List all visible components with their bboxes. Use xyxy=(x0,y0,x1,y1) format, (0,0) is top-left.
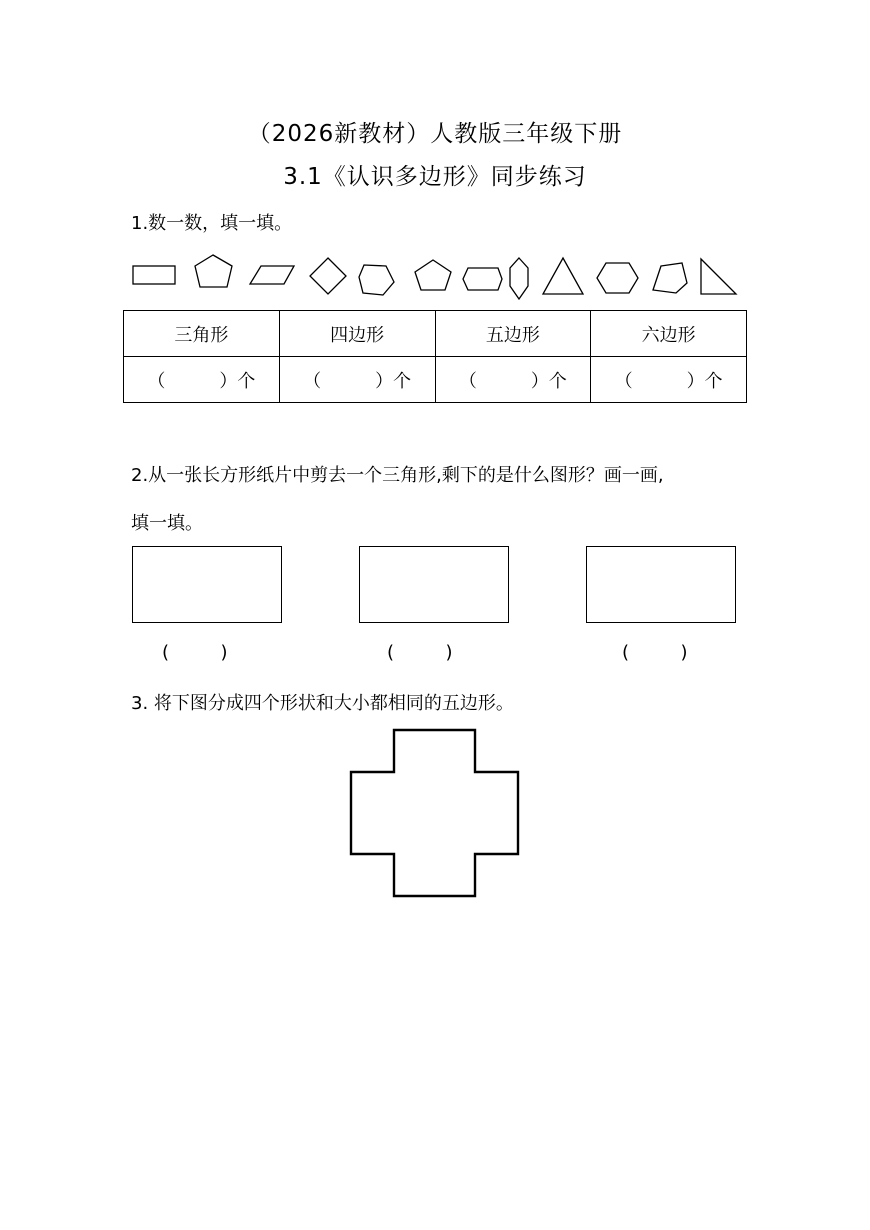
question-1-prompt: 1.数一数，填一填。 xyxy=(131,213,293,234)
header-pentagon: 五边形 xyxy=(435,311,591,357)
pentagon-icon xyxy=(415,260,451,290)
answer-blank-2[interactable]: ( ) xyxy=(387,642,453,663)
pentagon-icon xyxy=(653,263,687,293)
header-quadrilateral: 四边形 xyxy=(279,311,435,357)
paper-rectangle-1[interactable] xyxy=(132,546,282,623)
table-header-row xyxy=(124,311,747,357)
triangle-icon xyxy=(543,258,583,294)
paper-rectangle-2[interactable] xyxy=(359,546,509,623)
parallelogram-icon xyxy=(250,266,294,284)
page-subtitle: 3.1《认识多边形》同步练习 xyxy=(283,164,587,190)
answer-blank-1[interactable]: ( ) xyxy=(162,642,228,663)
header-triangle: 三角形 xyxy=(124,311,280,357)
right-triangle-icon xyxy=(701,259,736,294)
rhombus-icon xyxy=(310,258,346,294)
cross-shape xyxy=(351,730,518,896)
cross-figure[interactable] xyxy=(348,727,522,899)
hexagon-icon xyxy=(463,268,502,290)
count-table xyxy=(123,310,747,403)
answer-cell-quadrilateral[interactable]: （ ）个 xyxy=(279,357,435,403)
shape-row xyxy=(124,252,744,300)
hexagon-icon xyxy=(510,258,528,299)
question-3-prompt: 3. 将下图分成四个形状和大小都相同的五边形。 xyxy=(131,693,514,714)
question-2-prompt-cont: 填一填。 xyxy=(131,513,203,534)
header-hexagon: 六边形 xyxy=(591,311,747,357)
answer-cell-hexagon[interactable]: （ ）个 xyxy=(591,357,747,403)
question-2-prompt: 2.从一张长方形纸片中剪去一个三角形,剩下的是什么图形？画一画, xyxy=(131,465,664,486)
hexagon-icon xyxy=(359,265,394,295)
answer-cell-triangle[interactable]: （ ）个 xyxy=(124,357,280,403)
page-title: （2026新教材）人教版三年级下册 xyxy=(247,121,623,147)
table-answer-row xyxy=(124,357,747,403)
paper-rectangle-3[interactable] xyxy=(586,546,736,623)
rectangle-icon xyxy=(133,266,175,284)
answer-cell-pentagon[interactable]: （ ）个 xyxy=(435,357,591,403)
answer-blank-3[interactable]: ( ) xyxy=(622,642,688,663)
pentagon-icon xyxy=(195,255,232,287)
hexagon-icon xyxy=(597,263,638,293)
